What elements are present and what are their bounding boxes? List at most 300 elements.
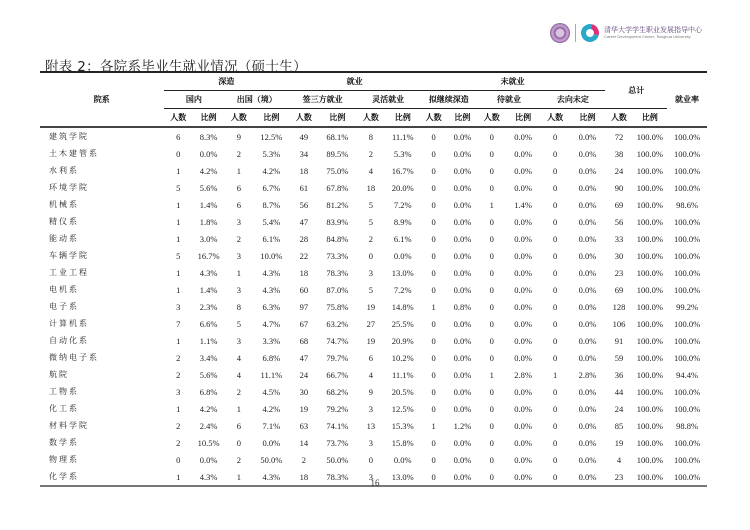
cell-value: 2 <box>176 437 181 448</box>
cell-value: 0 <box>431 386 436 397</box>
cell-value: 2 <box>176 352 181 363</box>
cell-value: 100.0% <box>673 284 701 295</box>
cell-value: 2 <box>176 369 181 380</box>
header-ratio: 比例 <box>254 109 290 128</box>
header-rate: 就业率 <box>667 72 707 127</box>
cell-value: 0.0% <box>578 301 597 312</box>
cell-value: 0.0% <box>570 468 606 486</box>
cell-value: 0 <box>489 284 494 295</box>
cell-value: 0.0% <box>578 403 597 414</box>
cell-value: 0.0% <box>453 454 472 465</box>
dept-name: 土木建管系 <box>49 149 99 158</box>
cell-value: 0 <box>552 233 558 244</box>
cell-value: 100.0% <box>667 468 707 486</box>
cell-value: 8.9% <box>393 216 412 227</box>
cell-value: 0.0% <box>453 284 472 295</box>
cell-value: 24 <box>614 165 624 176</box>
cell-value: 3 <box>236 216 242 227</box>
cell-value: 97 <box>299 301 309 312</box>
cell-value: 100.0% <box>636 420 663 431</box>
cell-value: 63.2% <box>326 318 349 329</box>
cell-value: 3 <box>176 301 181 312</box>
cell-value: 27 <box>366 318 376 329</box>
cell-value: 13.0% <box>385 468 420 486</box>
cell-value: 19 <box>614 437 624 448</box>
cell-value: 4.2% <box>262 165 281 176</box>
header-sub-pending-study: 拟继续深造 <box>420 91 478 109</box>
cell-value: 6.7% <box>262 182 281 193</box>
cell-value: 6.1% <box>262 233 281 244</box>
cell-value: 100.0% <box>636 369 663 380</box>
header-ratio: 比例 <box>318 109 356 128</box>
cell-value: 0.0% <box>514 420 532 431</box>
header-ratio: 比例 <box>193 109 224 128</box>
cell-value: 6.1% <box>393 233 412 244</box>
cell-value: 0 <box>489 335 494 346</box>
cell-value: 5.6% <box>199 369 218 380</box>
cell-value: 4 <box>236 369 242 380</box>
cell-value: 6.8% <box>262 352 281 363</box>
cell-value: 9 <box>236 131 242 142</box>
cell-value: 74.7% <box>326 335 349 346</box>
header-count: 人数 <box>289 109 318 128</box>
cell-value: 0.0% <box>514 233 532 244</box>
cell-value: 3 <box>368 437 373 448</box>
cell-value: 5 <box>236 318 242 329</box>
cell-value: 24 <box>299 369 309 380</box>
cell-value: 0.0% <box>514 352 532 363</box>
cell-value: 11.1% <box>391 369 414 380</box>
cell-value: 0 <box>489 216 494 227</box>
cell-value: 3.4% <box>199 352 218 363</box>
cell-value: 1 <box>176 267 181 278</box>
cell-value: 0.0% <box>453 182 472 193</box>
cell-value: 49 <box>299 131 309 142</box>
header-sub-flexible: 灵活就业 <box>356 91 420 109</box>
cell-value: 0.0% <box>514 318 532 329</box>
cell-value: 0 <box>489 352 494 363</box>
cell-value: 100.0% <box>636 352 663 363</box>
cell-value: 0 <box>489 182 494 193</box>
cell-value: 128 <box>612 301 626 312</box>
cell-value: 7.1% <box>262 420 281 431</box>
cell-value: 0 <box>176 454 181 465</box>
cell-value: 69 <box>614 284 624 295</box>
cell-value: 0 <box>431 250 436 261</box>
cell-value: 1 <box>552 369 558 380</box>
cell-value: 0.0% <box>514 250 532 261</box>
dept-name: 计算机系 <box>49 319 89 328</box>
cell-value: 4.5% <box>262 386 281 397</box>
cell-value: 1 <box>176 335 181 346</box>
header-sub-domestic: 国内 <box>164 91 225 109</box>
cell-value: 0 <box>552 199 558 210</box>
cell-value: 8.3% <box>199 131 218 142</box>
cell-value: 100.0% <box>636 335 663 346</box>
cell-value: 0 <box>431 454 436 465</box>
cell-value: 4.2% <box>262 403 281 414</box>
cell-value: 67.8% <box>326 182 349 193</box>
cell-value: 0 <box>489 420 494 431</box>
cell-value: 1 <box>176 199 181 210</box>
cell-value: 79.7% <box>326 352 349 363</box>
cell-value: 0 <box>368 454 373 465</box>
cell-value: 100.0% <box>636 165 663 176</box>
header-sub-undetermined: 去向未定 <box>540 91 605 109</box>
cell-value: 0.0% <box>578 437 597 448</box>
cell-value: 1.4% <box>199 199 218 210</box>
cell-value: 0 <box>489 267 494 278</box>
cell-value: 0 <box>431 199 436 210</box>
cell-value: 4.3% <box>262 284 281 295</box>
header-group-unemployed: 未就业 <box>420 72 605 91</box>
cell-value: 0 <box>431 335 436 346</box>
cell-value: 18 <box>299 165 309 176</box>
cell-value: 11.1% <box>391 131 414 142</box>
cell-value: 50.0% <box>326 454 349 465</box>
cell-value: 5 <box>368 284 373 295</box>
cell-value: 4.3% <box>193 468 224 486</box>
cell-value: 0 <box>431 233 436 244</box>
table-row <box>40 213 707 230</box>
cell-value: 75.0% <box>326 165 349 176</box>
cell-value: 100.0% <box>636 454 663 465</box>
cell-value: 15.8% <box>391 437 414 448</box>
cell-value: 0 <box>489 403 494 414</box>
cell-value: 99.2% <box>676 301 699 312</box>
cell-value: 0.0% <box>514 437 532 448</box>
cell-value: 0 <box>552 386 558 397</box>
cell-value: 0.0% <box>514 454 532 465</box>
cell-value: 83.9% <box>326 216 349 227</box>
cell-value: 13.0% <box>391 267 414 278</box>
cell-value: 85 <box>614 420 624 431</box>
dept-name: 物理系 <box>49 455 79 464</box>
cell-value: 72 <box>614 131 624 142</box>
header-count: 人数 <box>540 109 569 128</box>
cell-value: 1 <box>236 165 242 176</box>
cell-value: 0 <box>489 318 494 329</box>
cell-value: 0 <box>489 131 494 142</box>
logo-divider <box>575 24 576 42</box>
cell-value: 0 <box>176 148 181 159</box>
cell-value: 0.0% <box>514 267 532 278</box>
cell-value: 66.7% <box>326 369 349 380</box>
cell-value: 100.0% <box>636 403 663 414</box>
tsinghua-seal-icon <box>550 23 570 43</box>
cell-value: 0.0% <box>578 131 597 142</box>
cell-value: 0 <box>431 369 436 380</box>
logo-chinese-text: 清华大学学生职业发展指导中心 <box>604 26 702 34</box>
cell-value: 0 <box>552 437 558 448</box>
cell-value: 14 <box>299 437 309 448</box>
header-dept: 院系 <box>40 72 164 127</box>
cell-value: 0.0% <box>578 199 597 210</box>
cell-value: 0 <box>431 148 436 159</box>
cell-value: 0 <box>431 267 436 278</box>
cell-value: 0.0% <box>453 165 472 176</box>
cell-value: 100.0% <box>636 131 663 142</box>
cell-value: 90 <box>614 182 624 193</box>
cell-value: 100.0% <box>673 250 701 261</box>
logo-english-text: Career Development Center, Tsinghua University <box>604 34 691 39</box>
cell-value: 2.4% <box>199 420 218 431</box>
cell-value: 36 <box>614 369 624 380</box>
cell-value: 67 <box>299 318 309 329</box>
cell-value: 28 <box>299 233 309 244</box>
cell-value: 78.3% <box>318 468 356 486</box>
table-title: 附表 2：各院系毕业生就业情况（硕士生） <box>45 59 307 75</box>
cell-value: 100.0% <box>636 250 663 261</box>
table-row <box>40 417 707 434</box>
cell-value: 0.0% <box>453 267 472 278</box>
table-row <box>40 332 707 349</box>
cell-value: 47 <box>299 216 309 227</box>
cell-value: 0 <box>431 284 436 295</box>
cell-value: 7.2% <box>393 199 412 210</box>
cell-value: 1.4% <box>199 284 218 295</box>
cell-value: 0.0% <box>453 199 472 210</box>
cell-value: 0.0% <box>453 335 472 346</box>
header-count: 人数 <box>478 109 506 128</box>
cell-value: 100.0% <box>636 182 663 193</box>
cell-value: 3 <box>356 468 385 486</box>
cell-value: 0 <box>431 216 436 227</box>
cell-value: 24 <box>614 403 624 414</box>
cell-value: 19 <box>299 403 309 414</box>
cell-value: 30 <box>299 386 309 397</box>
cell-value: 14.8% <box>391 301 414 312</box>
cell-value: 0 <box>431 318 436 329</box>
cell-value: 56 <box>614 216 624 227</box>
dept-name: 车辆学院 <box>49 251 89 260</box>
cell-value: 23 <box>605 468 632 486</box>
cell-value: 100.0% <box>673 165 701 176</box>
cell-value: 20.0% <box>391 182 414 193</box>
cell-value: 5 <box>176 182 181 193</box>
cell-value: 2.8% <box>514 369 532 380</box>
cell-value: 3.0% <box>199 233 218 244</box>
cell-value: 0.0% <box>578 420 597 431</box>
cell-value: 0 <box>489 386 494 397</box>
cell-value: 0 <box>540 468 569 486</box>
cell-value: 13 <box>366 420 376 431</box>
cell-value: 11.1% <box>260 369 283 380</box>
cell-value: 1 <box>236 267 242 278</box>
cell-value: 0.0% <box>453 403 472 414</box>
cell-value: 0.0% <box>578 233 597 244</box>
cell-value: 0.0% <box>393 250 412 261</box>
cell-value: 9 <box>368 386 373 397</box>
cell-value: 0 <box>552 454 558 465</box>
cell-value: 100.0% <box>636 233 663 244</box>
cell-value: 0 <box>489 250 494 261</box>
cell-value: 73.3% <box>326 250 349 261</box>
cell-value: 2.3% <box>199 301 218 312</box>
cell-value: 0.0% <box>578 454 597 465</box>
header-sub-waiting: 待就业 <box>478 91 541 109</box>
header-ratio: 比例 <box>506 109 541 128</box>
cell-value: 0.0% <box>453 233 472 244</box>
cell-value: 0.0% <box>453 250 472 261</box>
cell-value: 0.0% <box>578 165 597 176</box>
cell-value: 38 <box>614 148 624 159</box>
cell-value: 100.0% <box>636 318 663 329</box>
cell-value: 0.0% <box>578 352 597 363</box>
cell-value: 0 <box>552 131 558 142</box>
cell-value: 18 <box>366 182 376 193</box>
table-row <box>40 451 707 468</box>
cell-value: 0 <box>236 437 242 448</box>
table-row <box>40 349 707 366</box>
cell-value: 18 <box>289 468 318 486</box>
cell-value: 0.0% <box>514 301 532 312</box>
table-row <box>40 145 707 162</box>
cell-value: 0 <box>431 352 436 363</box>
cell-value: 0.0% <box>578 148 597 159</box>
cell-value: 19 <box>366 335 376 346</box>
cell-value: 2 <box>236 148 242 159</box>
cell-value: 100.0% <box>636 216 663 227</box>
cell-value: 0 <box>552 148 558 159</box>
cell-value: 0.0% <box>514 335 532 346</box>
cell-value: 0.0% <box>453 148 472 159</box>
cell-value: 0.0% <box>506 468 541 486</box>
table-row <box>40 434 707 451</box>
cell-value: 2.8% <box>578 369 597 380</box>
cell-value: 5.6% <box>199 182 218 193</box>
header-count: 人数 <box>356 109 385 128</box>
cell-value: 6.8% <box>199 386 218 397</box>
cell-value: 12.5% <box>391 403 414 414</box>
dept-name: 自动化系 <box>49 336 89 345</box>
cell-value: 100.0% <box>633 468 668 486</box>
cell-value: 0.0% <box>453 131 472 142</box>
cell-value: 100.0% <box>673 216 701 227</box>
dept-name: 化学系 <box>40 468 164 486</box>
cell-value: 20.9% <box>391 335 414 346</box>
cell-value: 25.5% <box>391 318 414 329</box>
cell-value: 1 <box>236 403 242 414</box>
cell-value: 0.0% <box>514 165 532 176</box>
cell-value: 4.2% <box>199 403 218 414</box>
cell-value: 0.0% <box>578 386 597 397</box>
cell-value: 100.0% <box>636 284 663 295</box>
cell-value: 2 <box>236 386 242 397</box>
cell-value: 100.0% <box>673 267 701 278</box>
cell-value: 16.7% <box>391 165 414 176</box>
cell-value: 6 <box>176 131 181 142</box>
table-row <box>40 247 707 264</box>
dept-name: 数学系 <box>49 438 79 447</box>
cell-value: 5 <box>368 216 373 227</box>
dept-name: 化工系 <box>49 404 79 413</box>
cell-value: 7.2% <box>393 284 412 295</box>
cell-value: 23 <box>614 267 624 278</box>
cell-value: 50.0% <box>260 454 283 465</box>
cell-value: 19 <box>366 301 376 312</box>
cell-value: 100.0% <box>673 182 701 193</box>
cell-value: 78.3% <box>326 267 349 278</box>
cell-value: 74.1% <box>326 420 349 431</box>
cell-value: 0 <box>368 250 373 261</box>
cell-value: 0 <box>478 468 506 486</box>
cell-value: 0 <box>552 284 558 295</box>
cell-value: 0.0% <box>578 267 597 278</box>
cell-value: 0 <box>552 420 558 431</box>
header-count: 人数 <box>164 109 193 128</box>
dept-name: 航院 <box>49 370 69 379</box>
cell-value: 0.0% <box>393 454 412 465</box>
cell-value: 0 <box>552 250 558 261</box>
cell-value: 1.4% <box>514 199 532 210</box>
cell-value: 1 <box>176 165 181 176</box>
cell-value: 6.6% <box>199 318 218 329</box>
cell-value: 0.0% <box>514 386 532 397</box>
cell-value: 0.0% <box>199 148 218 159</box>
header-group-study: 深造 <box>164 72 290 91</box>
header-sub-abroad: 出国（境） <box>224 91 289 109</box>
cell-value: 61 <box>299 182 309 193</box>
cell-value: 0.0% <box>447 468 477 486</box>
cell-value: 33 <box>614 233 624 244</box>
cell-value: 8 <box>236 301 242 312</box>
cell-value: 0 <box>431 165 436 176</box>
cell-value: 5.3% <box>262 148 281 159</box>
header-total: 总计 <box>605 72 667 109</box>
cell-value: 22 <box>299 250 309 261</box>
cell-value: 4 <box>368 369 373 380</box>
dept-name: 环境学院 <box>49 183 89 192</box>
cell-value: 0.8% <box>453 301 472 312</box>
cell-value: 100.0% <box>673 335 701 346</box>
cell-value: 4.7% <box>262 318 281 329</box>
cell-value: 100.0% <box>673 454 701 465</box>
cell-value: 4.2% <box>199 165 218 176</box>
table-row <box>40 264 707 281</box>
dept-name: 微纳电子系 <box>49 353 99 362</box>
table-body <box>40 127 707 486</box>
cell-value: 0.0% <box>514 148 532 159</box>
cell-value: 100.0% <box>673 437 701 448</box>
cell-value: 69 <box>614 199 624 210</box>
cell-value: 18 <box>299 267 309 278</box>
cell-value: 0.0% <box>514 216 532 227</box>
cell-value: 1 <box>164 468 193 486</box>
cell-value: 100.0% <box>673 148 701 159</box>
cell-value: 1 <box>489 199 494 210</box>
cell-value: 100.0% <box>673 131 701 142</box>
cell-value: 0.0% <box>199 454 218 465</box>
cell-value: 0 <box>489 437 494 448</box>
cell-value: 0 <box>431 403 436 414</box>
career-center-c-icon <box>578 21 603 46</box>
cell-value: 0.0% <box>453 318 472 329</box>
cell-value: 0 <box>489 301 494 312</box>
cell-value: 1 <box>224 468 253 486</box>
cell-value: 1 <box>176 284 181 295</box>
cell-value: 2 <box>368 233 373 244</box>
cell-value: 10.5% <box>197 437 220 448</box>
cell-value: 34 <box>299 148 309 159</box>
cell-value: 0.0% <box>514 131 532 142</box>
cell-value: 0.0% <box>514 182 532 193</box>
cell-value: 0.0% <box>578 318 597 329</box>
cell-value: 6 <box>368 352 373 363</box>
cell-value: 100.0% <box>636 267 663 278</box>
cell-value: 10.2% <box>391 352 414 363</box>
cell-value: 68.2% <box>326 386 349 397</box>
